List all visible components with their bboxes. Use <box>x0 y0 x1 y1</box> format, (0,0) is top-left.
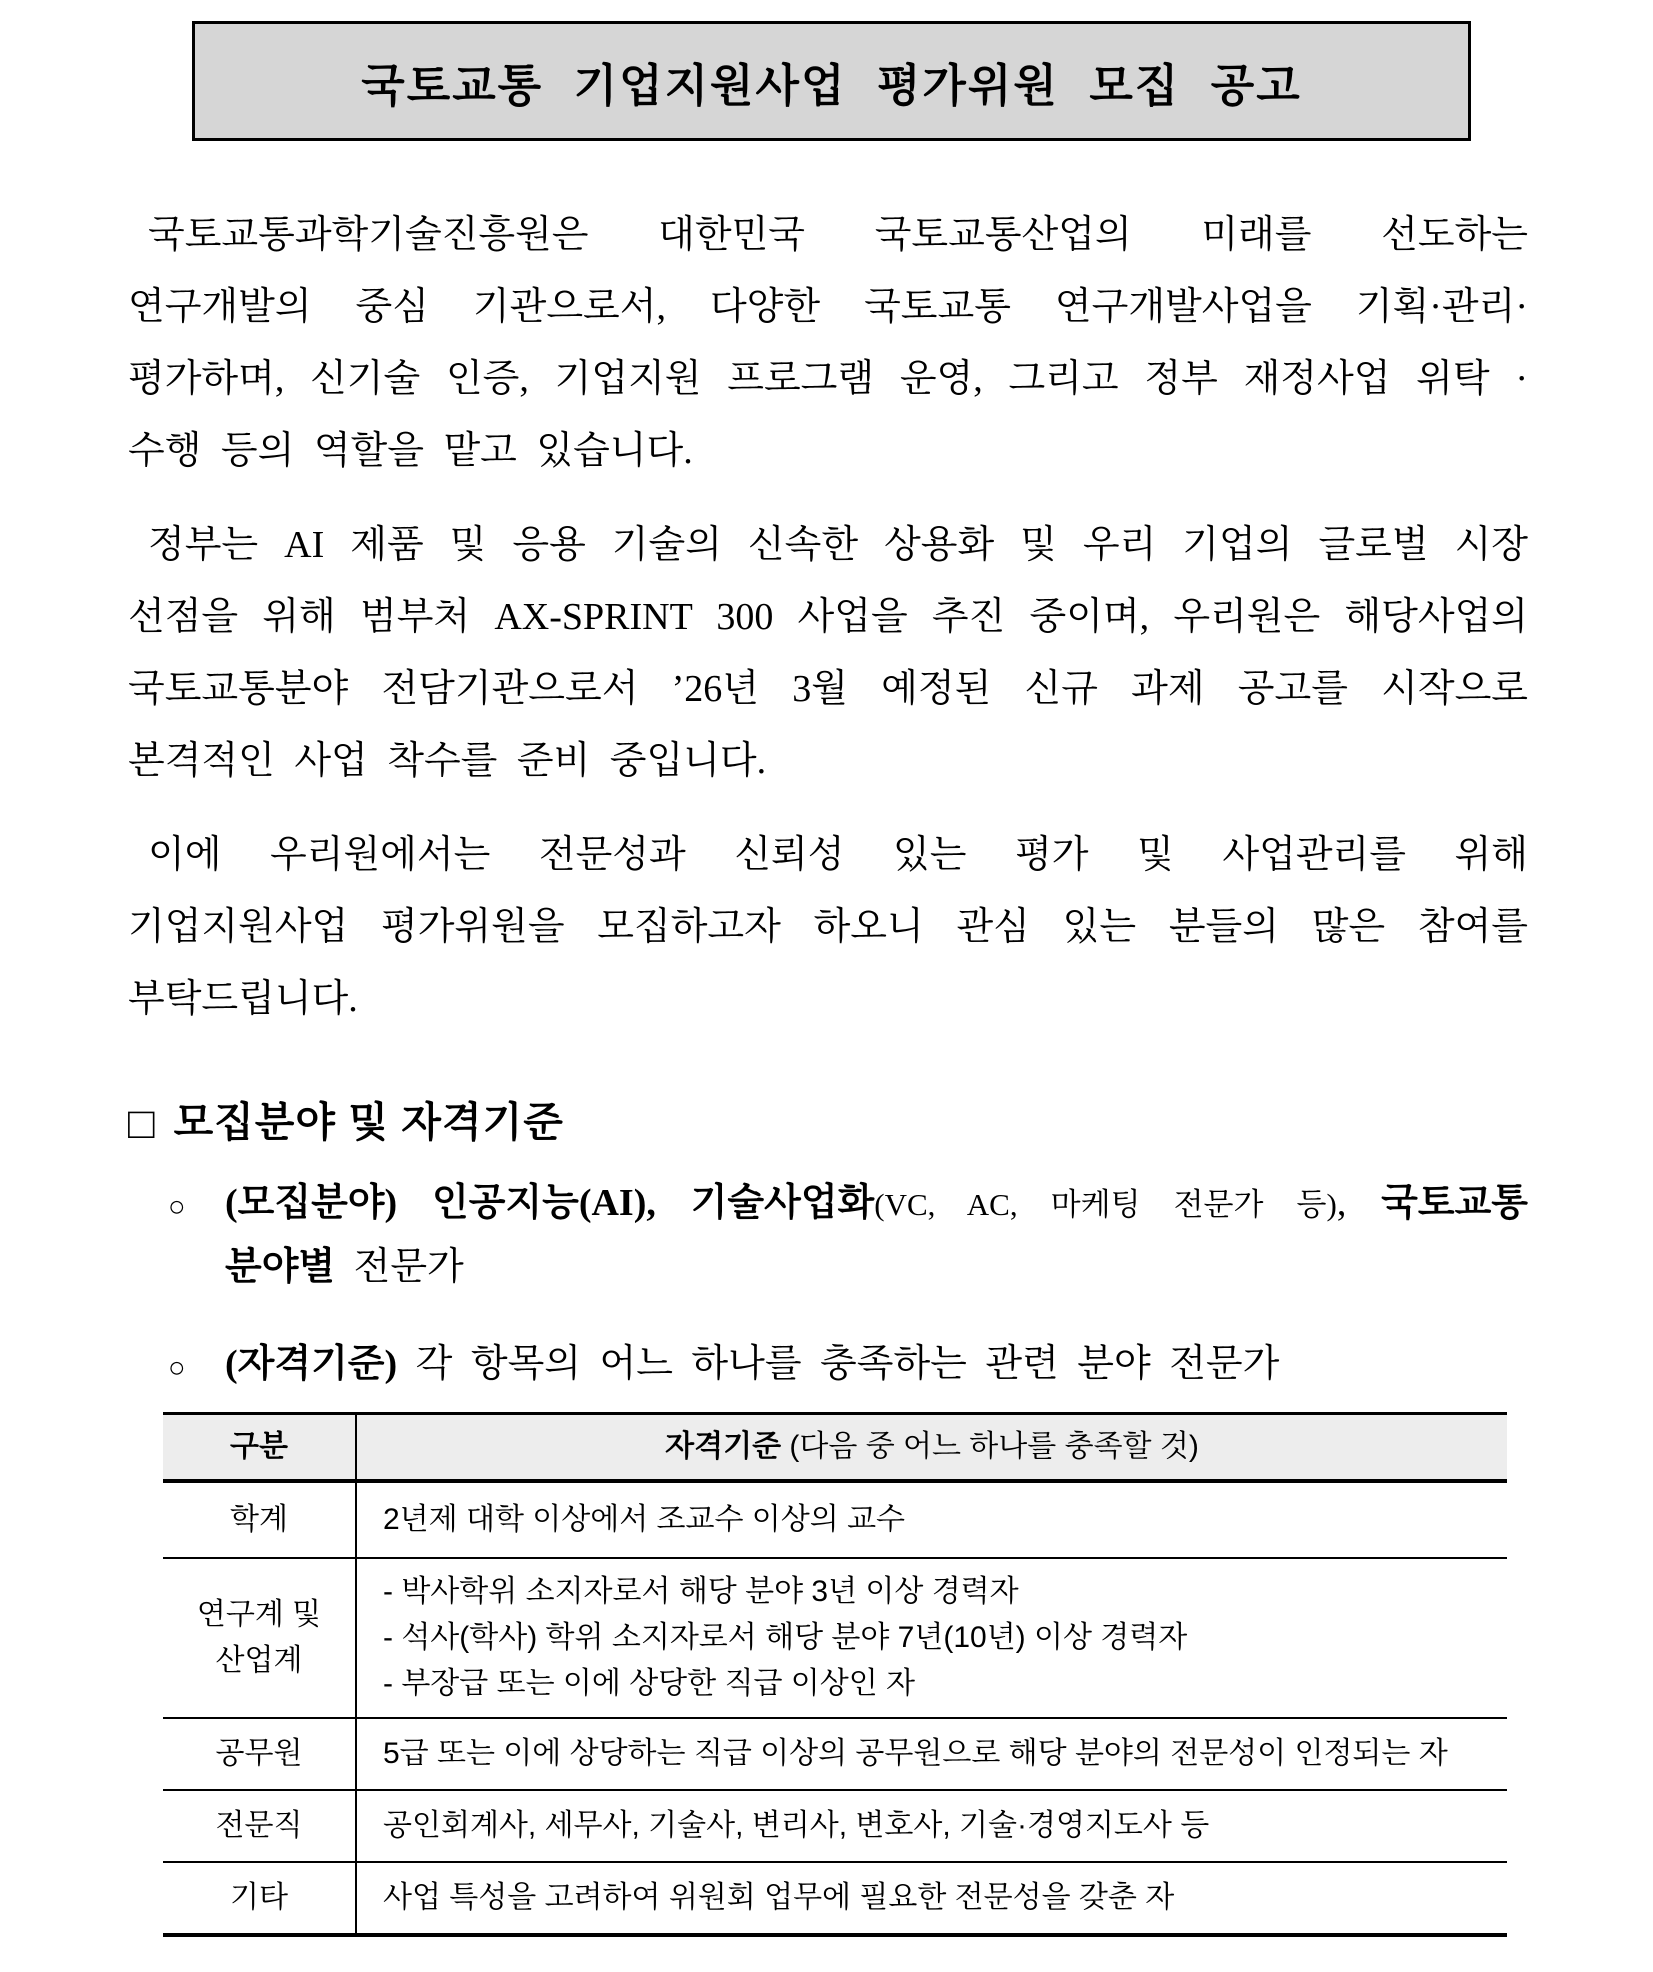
table-row <box>163 1558 1507 1718</box>
header-criteria-rest: (다음 중 어느 하나를 충족할 것) <box>781 1430 1199 1463</box>
announcement-title-box <box>192 21 1471 141</box>
circle-bullet-marker: ○ <box>168 1352 186 1384</box>
bullet-item <box>128 1172 1528 1299</box>
category-cell: 연구계 및 산업계 <box>196 1598 322 1677</box>
bullet-text-segment: , <box>1336 1182 1382 1224</box>
bullet-text-segment: (자격기준) <box>225 1343 398 1385</box>
body-paragraphs <box>128 199 1528 1035</box>
bullet-text-segment: (VC, AC, 마케팅 전문가 등) <box>874 1187 1337 1222</box>
criteria-table-body <box>163 1481 1507 1935</box>
category-cell: 공무원 <box>215 1737 303 1770</box>
header-category: 구분 <box>163 1414 356 1482</box>
criteria-cell <box>356 1558 1507 1718</box>
table-header-row <box>163 1414 1507 1482</box>
criteria-line: - 박사학위 소지자로서 해당 분야 3년 이상 경력자 <box>383 1575 1019 1608</box>
section-heading <box>128 1089 1528 1148</box>
table-row <box>163 1862 1507 1935</box>
bullet-text-segment: (모집분야) 인공지능(AI), 기술사업화 <box>225 1182 875 1224</box>
category-cell: 전문직 <box>215 1809 303 1842</box>
bullet-item <box>128 1333 1528 1396</box>
criteria-line: - 석사(학사) 학위 소지자로서 해당 분야 7년(10년) 이상 경력자 <box>383 1621 1188 1654</box>
bullet-list <box>128 1172 1528 1396</box>
criteria-cell <box>356 1862 1507 1935</box>
bullet-text-segment: 국토교통 분야별 <box>225 1182 1528 1288</box>
square-bullet-marker: □ <box>128 1099 156 1148</box>
header-criteria-bold: 자격기준 <box>665 1430 782 1463</box>
criteria-cell <box>356 1790 1507 1862</box>
criteria-line: 2년제 대학 이상에서 조교수 이상의 교수 <box>383 1503 906 1536</box>
criteria-line: 공인회계사, 세무사, 기술사, 변리사, 변호사, 기술·경영지도사 등 <box>383 1809 1210 1842</box>
announcement-title: 국토교통 기업지원사업 평가위원 모집 공고 <box>361 59 1302 111</box>
criteria-line: 사업 특성을 고려하여 위원회 업무에 필요한 전문성을 갖춘 자 <box>383 1881 1175 1914</box>
header-criteria <box>356 1414 1507 1482</box>
table-row <box>163 1790 1507 1862</box>
criteria-line: 5급 또는 이에 상당하는 직급 이상의 공무원으로 해당 분야의 전문성이 인정되는 자 <box>383 1737 1448 1770</box>
criteria-table <box>163 1412 1507 1937</box>
table-row <box>163 1718 1507 1790</box>
criteria-line: - 부장급 또는 이에 상당한 직급 이상인 자 <box>383 1667 916 1700</box>
body-paragraph: 이에 우리원에서는 전문성과 신뢰성 있는 평가 및 사업관리를 위해 기업지원사업 평가위원을 모집하고자 하오니 관심 있는 분들의 많은 참여를 부탁드립니다. <box>128 834 1528 1020</box>
circle-bullet-marker: ○ <box>168 1191 186 1223</box>
bullet-text-segment: 각 항목의 어느 하나를 충족하는 관련 분야 전문가 <box>397 1343 1280 1385</box>
criteria-cell <box>356 1481 1507 1558</box>
category-cell: 기타 <box>230 1881 288 1914</box>
section-heading-text: 모집분야 및 자격기준 <box>173 1099 564 1145</box>
category-cell: 학계 <box>230 1503 288 1536</box>
table-row <box>163 1481 1507 1558</box>
bullet-text-segment: 전문가 <box>335 1246 464 1288</box>
body-paragraph: 정부는 AI 제품 및 응용 기술의 신속한 상용화 및 우리 기업의 글로벌 시장 선점을 위해 범부처 AX-SPRINT 300 사업을 추진 중이며, 우리원은 해당사업의 국토교통분야 전담기관으로서 ’26년 3월 예정된 신규 과제 공고를 시작으로 본격적인 사업 착수를 준비 중입니다. <box>128 524 1528 782</box>
body-paragraph: 국토교통과학기술진흥원은 대한민국 국토교통산업의 미래를 선도하는 연구개발의 중심 기관으로서, 다양한 국토교통 연구개발사업을 기획·관리·평가하며, 신기술 인증, 기업지원 프로그램 운영, 그리고 정부 재정사업 위탁 · 수행 등의 역할을 맡고 있습니다. <box>128 214 1528 472</box>
criteria-cell <box>356 1718 1507 1790</box>
